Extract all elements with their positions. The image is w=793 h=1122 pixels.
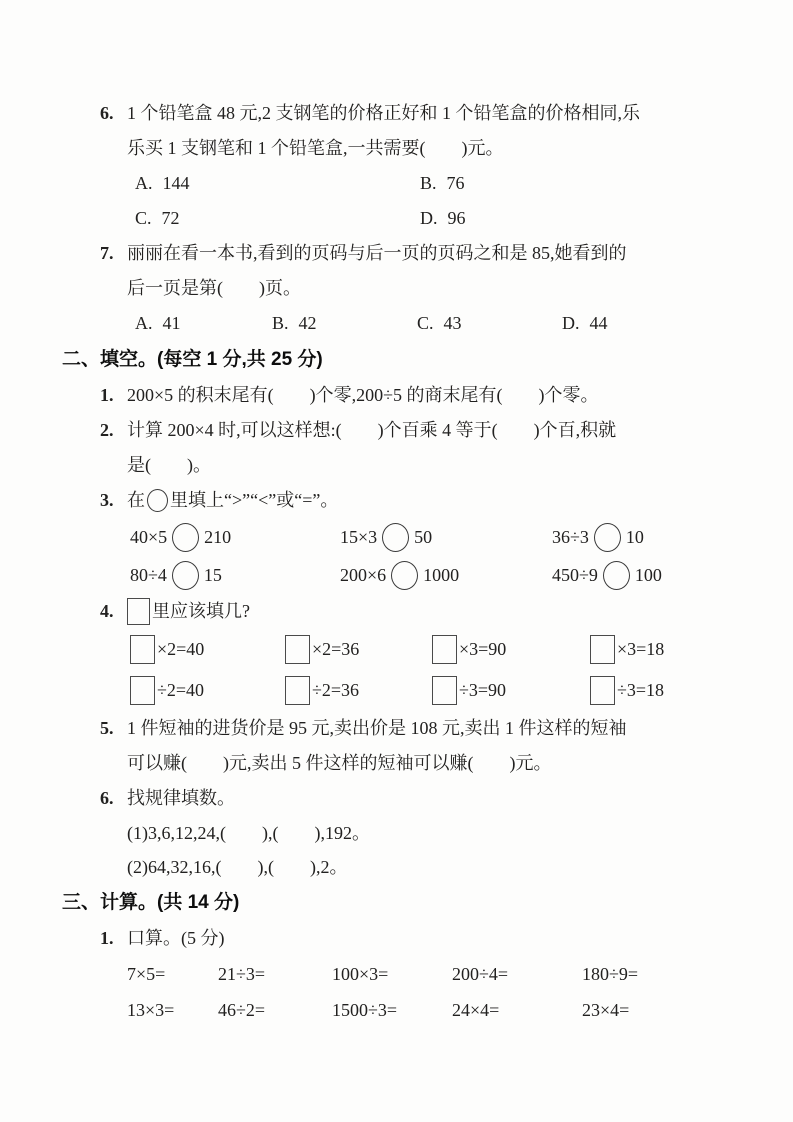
comparison-right: 10 bbox=[625, 527, 644, 547]
comparison-left: 450÷9 bbox=[552, 565, 598, 585]
question-text-line: 后一页是第( )页。 bbox=[127, 278, 301, 298]
comparison-right: 50 bbox=[414, 527, 433, 547]
square-equation bbox=[285, 629, 432, 670]
oral-calc-item: 13×3= bbox=[127, 1000, 175, 1020]
square-equation bbox=[130, 629, 285, 670]
question-text-line: 计算 200×4 时,可以这样想:( )个百乘 4 等于( )个百,积就 bbox=[127, 420, 617, 440]
blank-circle-icon bbox=[603, 561, 630, 590]
question-number: 1. bbox=[100, 385, 114, 405]
option-value: 76 bbox=[446, 173, 465, 193]
calc-subquestion-1 bbox=[62, 921, 731, 956]
comparison-item bbox=[552, 556, 731, 594]
option-c bbox=[135, 201, 420, 236]
option-d bbox=[420, 201, 731, 236]
comparison-right: 210 bbox=[204, 527, 232, 547]
options-row bbox=[62, 201, 731, 236]
question-text-line: 200×5 的积末尾有( )个零,200÷5 的商末尾有( )个零。 bbox=[127, 385, 599, 405]
blank-square-icon bbox=[432, 676, 457, 705]
comparison-row bbox=[62, 518, 731, 556]
question-intro bbox=[127, 483, 731, 518]
question-number: 3. bbox=[100, 490, 114, 510]
blank-square-icon bbox=[127, 598, 150, 625]
fill-question-6 bbox=[62, 781, 731, 884]
question-text-line: 乐买 1 支钢笔和 1 个铅笔盒,一共需要( )元。 bbox=[127, 138, 504, 158]
oral-calc-item: 24×4= bbox=[452, 1000, 500, 1020]
question-number: 2. bbox=[100, 420, 114, 440]
oral-calc-row bbox=[62, 992, 731, 1028]
blank-square-icon bbox=[285, 635, 310, 664]
intro-text: 在 bbox=[127, 490, 145, 510]
blank-circle-icon bbox=[172, 523, 199, 552]
fill-question-3 bbox=[62, 483, 731, 518]
square-equation bbox=[590, 670, 731, 711]
question-number: 1. bbox=[100, 928, 114, 948]
comparison-left: 15×3 bbox=[340, 527, 378, 547]
question-intro bbox=[127, 594, 731, 629]
choice-question-7 bbox=[62, 236, 731, 306]
options-row bbox=[62, 306, 731, 341]
option-label: C. bbox=[135, 208, 152, 228]
option-value: 42 bbox=[298, 313, 317, 333]
comparison-right: 100 bbox=[634, 565, 662, 585]
equation-text: ×2=36 bbox=[312, 639, 360, 659]
blank-circle-icon bbox=[147, 489, 168, 512]
equation-text: ÷2=40 bbox=[157, 680, 205, 700]
comparison-left: 36÷3 bbox=[552, 527, 589, 547]
option-value: 144 bbox=[162, 173, 190, 193]
square-equation bbox=[432, 629, 590, 670]
question-number: 6. bbox=[100, 103, 114, 123]
equation-text: ×2=40 bbox=[157, 639, 205, 659]
option-label: A. bbox=[135, 173, 153, 193]
blank-circle-icon bbox=[172, 561, 199, 590]
question-text-line: 丽丽在看一本书,看到的页码与后一页的页码之和是 85,她看到的 bbox=[127, 243, 627, 263]
comparison-item bbox=[340, 556, 552, 594]
option-b bbox=[272, 306, 417, 341]
question-number: 6. bbox=[100, 788, 114, 808]
option-label: D. bbox=[420, 208, 438, 228]
fill-question-1 bbox=[62, 378, 731, 413]
blank-square-icon bbox=[432, 635, 457, 664]
square-equation-row bbox=[62, 670, 731, 711]
question-body bbox=[127, 921, 731, 956]
blank-circle-icon bbox=[391, 561, 418, 590]
square-equation-row bbox=[62, 629, 731, 670]
question-number: 5. bbox=[100, 718, 114, 738]
number-sequence: (1)3,6,12,24,( ),( ),192。 bbox=[127, 823, 370, 843]
fill-question-2 bbox=[62, 413, 731, 483]
option-label: D. bbox=[562, 313, 580, 333]
oral-calc-item: 180÷9= bbox=[582, 964, 639, 984]
option-label: B. bbox=[272, 313, 289, 333]
blank-square-icon bbox=[285, 676, 310, 705]
comparison-row bbox=[62, 556, 731, 594]
option-label: A. bbox=[135, 313, 153, 333]
blank-circle-icon bbox=[594, 523, 621, 552]
question-text-line: 1 件短袖的进货价是 95 元,卖出价是 108 元,卖出 1 件这样的短袖 bbox=[127, 718, 627, 738]
oral-calc-item: 46÷2= bbox=[218, 1000, 266, 1020]
square-equation bbox=[590, 629, 731, 670]
fill-question-5 bbox=[62, 711, 731, 781]
options-row bbox=[62, 166, 731, 201]
question-text-line: 是( )。 bbox=[127, 455, 211, 475]
question-number: 4. bbox=[100, 601, 114, 621]
option-value: 43 bbox=[443, 313, 462, 333]
question-body bbox=[127, 711, 731, 781]
question-body bbox=[127, 781, 731, 884]
question-text-line: 可以赚( )元,卖出 5 件这样的短袖可以赚( )元。 bbox=[127, 753, 552, 773]
option-a bbox=[135, 166, 420, 201]
question-body bbox=[127, 413, 731, 483]
comparison-right: 15 bbox=[203, 565, 222, 585]
number-sequence: (2)64,32,16,( ),( ),2。 bbox=[127, 857, 348, 877]
question-number: 7. bbox=[100, 243, 114, 263]
equation-text: ÷3=18 bbox=[617, 680, 665, 700]
option-value: 96 bbox=[447, 208, 466, 228]
square-equation bbox=[285, 670, 432, 711]
comparison-right: 1000 bbox=[423, 565, 460, 585]
blank-square-icon bbox=[590, 635, 615, 664]
blank-square-icon bbox=[130, 635, 155, 664]
option-label: C. bbox=[417, 313, 434, 333]
oral-calc-item: 200÷4= bbox=[452, 964, 509, 984]
equation-text: ÷2=36 bbox=[312, 680, 360, 700]
comparison-item bbox=[130, 518, 340, 556]
blank-circle-icon bbox=[382, 523, 409, 552]
section-header-fill-in: 二、填空。(每空 1 分,共 25 分) bbox=[62, 349, 323, 370]
oral-calc-item: 7×5= bbox=[127, 964, 166, 984]
equation-text: ×3=18 bbox=[617, 639, 665, 659]
oral-calc-item: 100×3= bbox=[332, 964, 389, 984]
option-c bbox=[417, 306, 562, 341]
question-body bbox=[127, 378, 731, 413]
question-body bbox=[127, 236, 731, 306]
oral-calc-item: 1500÷3= bbox=[332, 1000, 398, 1020]
square-equation bbox=[130, 670, 285, 711]
blank-square-icon bbox=[590, 676, 615, 705]
option-b bbox=[420, 166, 731, 201]
intro-text: 里应该填几? bbox=[152, 601, 250, 621]
subquestion-title: 口算。(5 分) bbox=[127, 928, 225, 948]
option-value: 72 bbox=[161, 208, 180, 228]
oral-calc-item: 23×4= bbox=[582, 1000, 630, 1020]
question-intro: 找规律填数。 bbox=[127, 788, 235, 808]
comparison-left: 80÷4 bbox=[130, 565, 167, 585]
comparison-left: 200×6 bbox=[340, 565, 387, 585]
option-d bbox=[562, 306, 731, 341]
square-equation bbox=[432, 670, 590, 711]
oral-calc-item: 21÷3= bbox=[218, 964, 266, 984]
comparison-item bbox=[340, 518, 552, 556]
question-body bbox=[127, 483, 731, 518]
choice-question-6 bbox=[62, 96, 731, 166]
question-text-line: 1 个铅笔盒 48 元,2 支钢笔的价格正好和 1 个铅笔盒的价格相同,乐 bbox=[127, 103, 640, 123]
oral-calc-row bbox=[62, 956, 731, 992]
option-value: 44 bbox=[589, 313, 608, 333]
fill-question-4 bbox=[62, 594, 731, 629]
comparison-item bbox=[552, 518, 731, 556]
intro-text: 里填上“>”“<”或“=”。 bbox=[170, 490, 339, 510]
section-header-calculation: 三、计算。(共 14 分) bbox=[62, 892, 240, 913]
option-a bbox=[135, 306, 272, 341]
option-label: B. bbox=[420, 173, 437, 193]
option-value: 41 bbox=[162, 313, 181, 333]
blank-square-icon bbox=[130, 676, 155, 705]
equation-text: ÷3=90 bbox=[459, 680, 507, 700]
question-body bbox=[127, 594, 731, 629]
equation-text: ×3=90 bbox=[459, 639, 507, 659]
comparison-left: 40×5 bbox=[130, 527, 168, 547]
question-body bbox=[127, 96, 731, 166]
comparison-item bbox=[130, 556, 340, 594]
